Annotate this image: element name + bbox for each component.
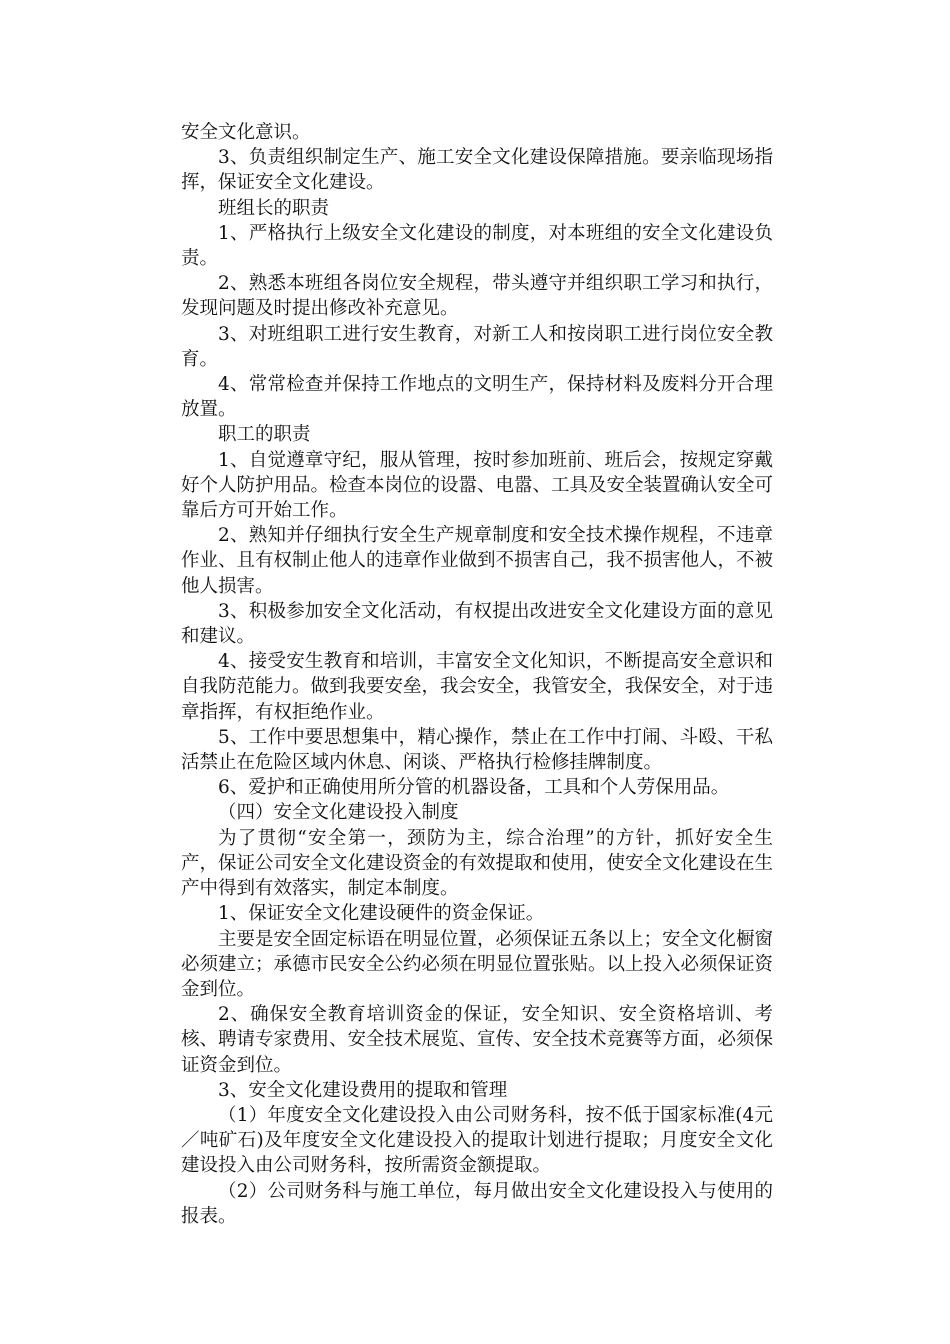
paragraph: 3、积极参加安全文化活动，有权提出改进安全文化建设方面的意见和建议。	[181, 600, 773, 648]
paragraph: 3、对班组职工进行安生教育，对新工人和按岗职工进行岗位安全教育。	[181, 323, 773, 370]
section-heading: （四）安全文化建设投入制度	[218, 802, 459, 824]
paragraph: 1、严格执行上级安全文化建设的制度，对本班组的安全文化建设负责。	[181, 222, 773, 270]
paragraph: 1、自觉遵章守纪，服从管理，按时参加班前、班后会，按规定穿戴好个人防护用品。检查本岗位的设嚣、电嚣、工具及安全装置确认安全可靠后方可开始工作。	[181, 449, 774, 522]
paragraph: 1、保证安全文化建设硬件的资金保证。	[218, 903, 545, 925]
paragraph: 4、接受安生教育和培训，丰富安全文化知识，不断提高安全意识和自我防范能力。做到我要安垒，我会安全，我管安全，我保安全，对于违章指挥，有权拒绝作业。	[181, 651, 774, 723]
paragraph: （2）公司财务科与施工单位，每月做出安全文化建设投入与使用的报表。	[181, 1180, 773, 1227]
paragraph: 主要是安全固定标语在明显位置，必须保证五条以上；安全文化橱窗必须建立；承德市民安全公约必须在明显位置张贴。以上投入必须保证资金到位。	[181, 928, 774, 1000]
paragraph: 6、爱护和正确使用所分管的机器设备，工具和个人劳保用品。	[218, 777, 730, 799]
paragraph: 3、负责组织制定生产、施工安全文化建设保障措施。要亲临现场指挥，保证安全文化建设。	[181, 147, 773, 194]
paragraph: 安全文化意识。	[181, 122, 311, 143]
paragraph: （1）年度安全文化建设投入由公司财务科，按不低于国家标准(4元／吨矿石)及年度安全文化建设投入的提取计划进行提取；月度安全文化建设投入由公司财务科，按所需资金额提取。	[181, 1104, 773, 1177]
paragraph: 2、熟悉本班组各岗位安全规程，带头遵守并组织职工学习和执行，发现问题及时提出修改补充意见。	[181, 273, 773, 320]
section-heading: 职工的职责	[218, 424, 311, 446]
paragraph: 2、熟知并仔细执行安全生产规章制度和安全技术操作规程，不违章作业、且有权制止他人的违章作业做到不损害自己，我不损害他人，不被他人损害。	[181, 525, 774, 597]
paragraph: 4、常常检查并保持工作地点的文明生产，保持材料及废料分开合理放置。	[181, 374, 773, 421]
document-page	[181, 120, 773, 1229]
paragraph: 为了贯彻“安全第一，颈防为主，综合治理”的方针，抓好安全生产，保证公司安全文化建设资金的有效提取和使用，使安全文化建设在生产中得到有效落实，制定本制度。	[181, 827, 774, 900]
paragraph: 2、确保安全教育培训资金的保证，安全知识、安全资格培训、考核、聘请专家费用、安全技术展览、宣传、安全技术竞赛等方面，必须保证资金到位。	[181, 1004, 774, 1076]
section-heading: 班组长的职责	[218, 197, 330, 219]
paragraph: 5、工作中要思想集中，精心操作，禁止在工作中打闹、斗殴、干私活禁止在危险区域内休息、闲谈、严格执行检修挂牌制度。	[181, 726, 773, 774]
paragraph: 3、安全文化建设费用的提取和管理	[218, 1079, 508, 1101]
